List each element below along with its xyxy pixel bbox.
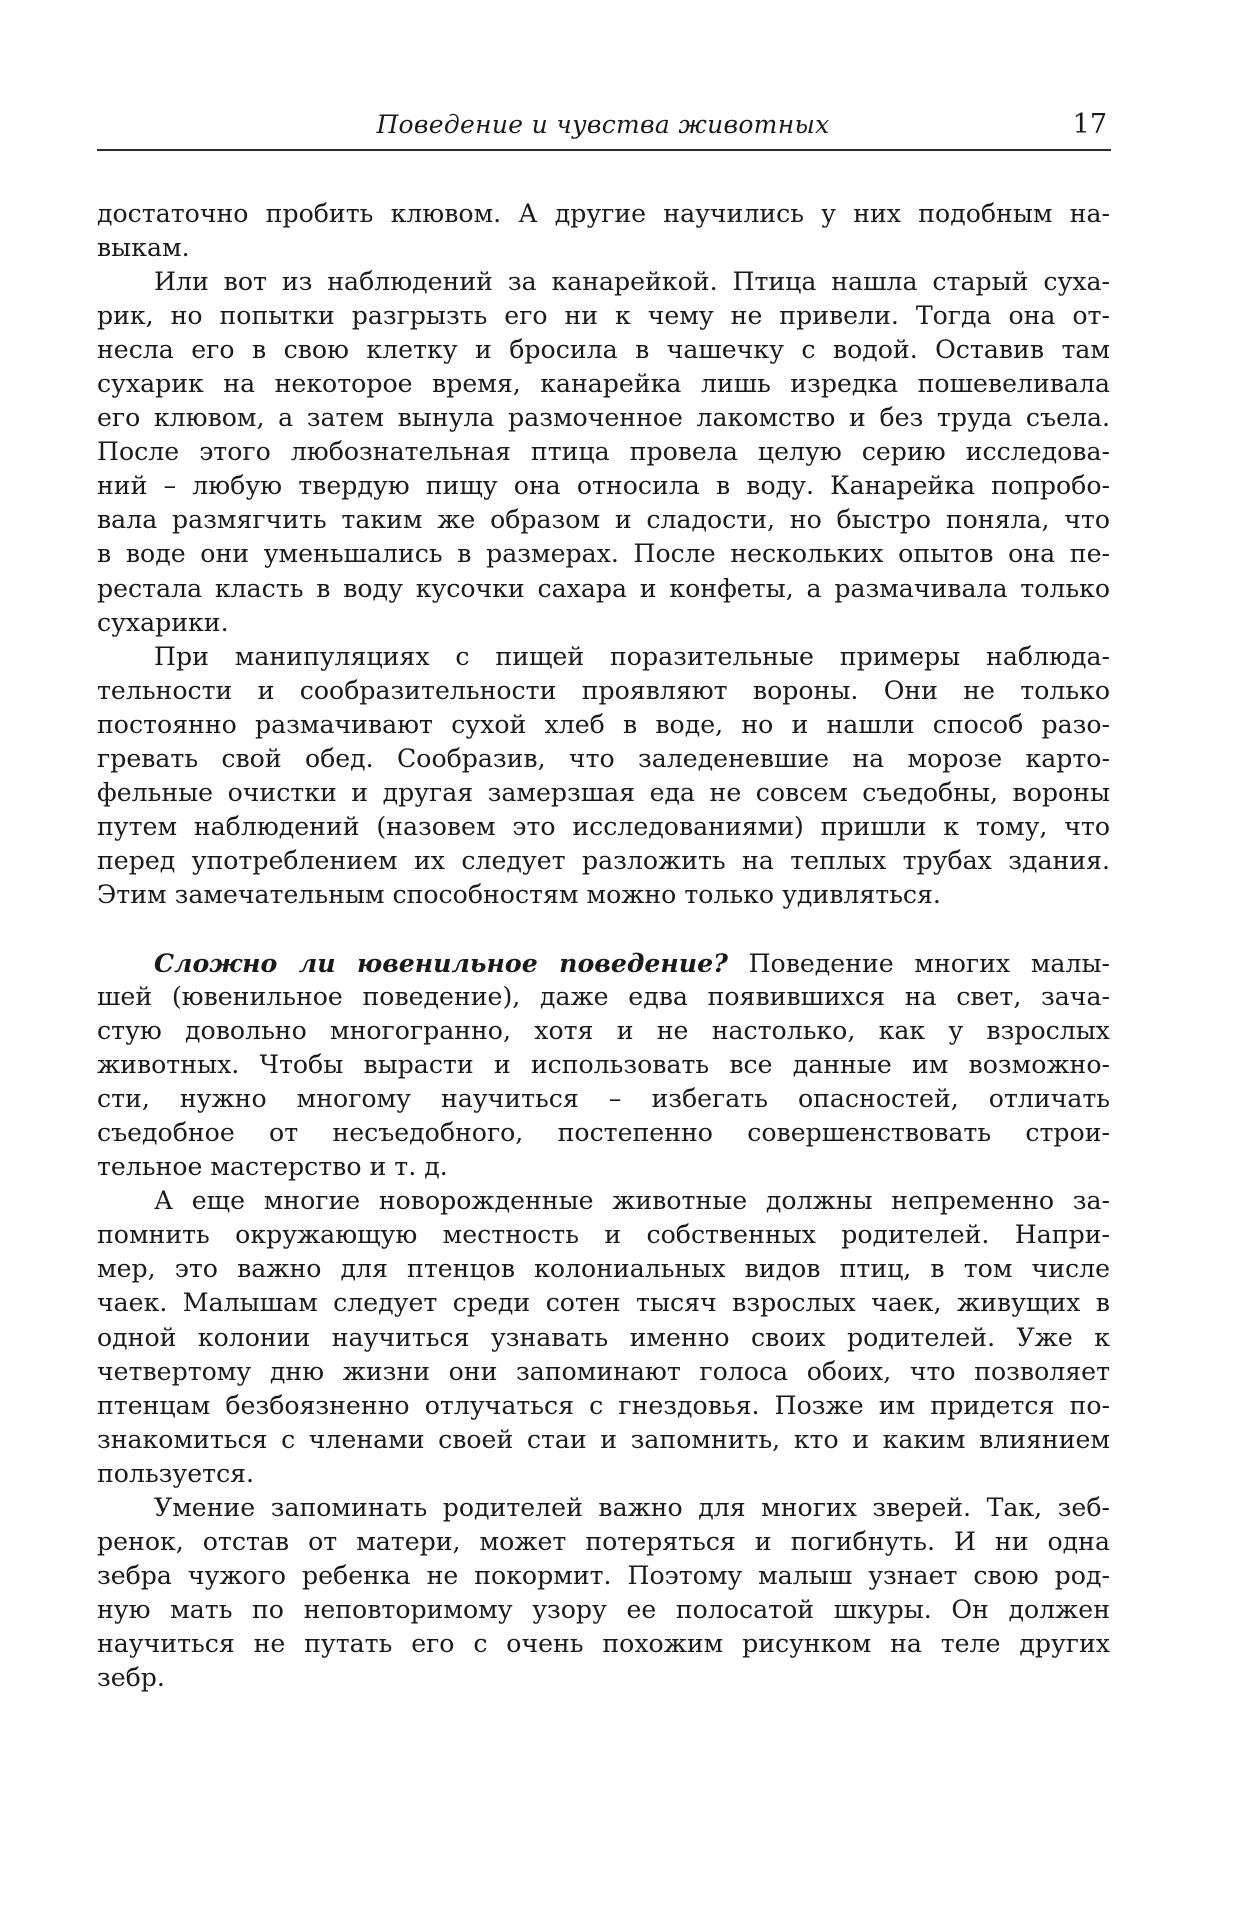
paragraph-5 xyxy=(97,1184,1110,1490)
paragraph-4 xyxy=(97,946,1110,1184)
text-line: гревать свой обед. Сообразив, что заледеневшие на морозе карто- xyxy=(97,743,1110,773)
text-line: А еще многие новорожденные животные должны непременно за- xyxy=(154,1186,1110,1216)
text-line: Умение запоминать родителей важно для многих зверей. Так, зеб- xyxy=(154,1492,1110,1522)
text-line: зебра чужого ребенка не покормит. Поэтому малыш узнает свою род- xyxy=(97,1560,1110,1590)
text-line: в воде они уменьшались в размерах. После нескольких опытов она пе- xyxy=(97,539,1110,569)
text-line: тельное мастерство и т. д. xyxy=(97,1152,448,1182)
text-line: стую довольно многогранно, хотя и не настолько, как у взрослых xyxy=(97,1016,1110,1046)
text-run: Поведение многих малы- xyxy=(748,948,1110,978)
text-line: съедобное от несъедобного, постепенно совершенствовать строи- xyxy=(97,1118,1110,1148)
text-line: птенцам безбоязненно отлучаться с гнездовья. Позже им придется по- xyxy=(97,1390,1110,1420)
text-line: чаек. Малышам следует среди сотен тысяч взрослых чаек, живущих в xyxy=(97,1288,1110,1318)
text-line: животных. Чтобы вырасти и использовать все данные им возможно- xyxy=(97,1050,1110,1080)
text-line: путем наблюдений (назовем это исследованиями) пришли к тому, что xyxy=(97,811,1110,841)
text-line: достаточно пробить клювом. А другие научились у них подобным на- xyxy=(97,199,1110,228)
paragraph-2 xyxy=(97,265,1110,640)
text-line: сти, нужно многому научиться – избегать опасностей, отличать xyxy=(97,1084,1110,1114)
section-heading: Сложно ли ювенильное поведение? xyxy=(154,947,728,978)
text-line: рестала класть в воду кусочки сахара и конфеты, а размачивала только xyxy=(97,573,1110,603)
running-title: Поведение и чувства животных xyxy=(376,110,830,139)
text-line: фельные очистки и другая замерзшая еда не совсем съедобны, вороны xyxy=(97,777,1110,807)
text-line: сухарик на некоторое время, канарейка лишь изредка пошевеливала xyxy=(97,369,1110,399)
text-line: После этого любознательная птица провела целую серию исследова- xyxy=(97,437,1110,467)
text-body xyxy=(97,197,1110,1695)
text-line: мер, это важно для птенцов колониальных видов птиц, в том числе xyxy=(97,1254,1110,1284)
text-line: постоянно размачивают сухой хлеб в воде, но и нашли способ разо- xyxy=(97,709,1110,739)
text-line: пользуется. xyxy=(97,1458,255,1488)
text-line: ний – любую твердую пищу она относила в воду. Канарейка попробо- xyxy=(97,471,1110,501)
text-line: ную мать по неповторимому узору ее полосатой шкуры. Он должен xyxy=(97,1594,1110,1624)
text-line: одной колонии научиться узнавать именно своих родителей. Уже к xyxy=(97,1322,1110,1352)
text-line: выкам. xyxy=(97,233,190,263)
page-number: 17 xyxy=(1072,109,1107,140)
text-line: знакомиться с членами своей стаи и запомнить, кто и каким влиянием xyxy=(97,1424,1110,1454)
text-line: сухарики. xyxy=(97,607,229,637)
text-line: тельности и сообразительности проявляют вороны. Они не только xyxy=(97,675,1110,705)
text-line xyxy=(97,946,1110,980)
text-line: рик, но попытки разгрызть его ни к чему не привели. Тогда она от- xyxy=(97,301,1110,331)
paragraph-6 xyxy=(97,1491,1110,1695)
text-line: вала размягчить таким же образом и сладости, но быстро поняла, что xyxy=(97,505,1110,535)
text-line: перед употреблением их следует разложить на теплых трубах здания. xyxy=(97,845,1110,875)
text-line: шей (ювенильное поведение), даже едва появившихся на свет, зача- xyxy=(97,982,1110,1012)
text-line: Этим замечательным способностям можно только удивляться. xyxy=(97,879,941,909)
running-header xyxy=(97,108,1109,150)
header-rule xyxy=(97,149,1111,151)
paragraph-1 xyxy=(97,197,1110,265)
text-line: четвертому дню жизни они запоминают голоса обоих, что позволяет xyxy=(97,1356,1110,1386)
text-line: помнить окружающую местность и собственных родителей. Напри- xyxy=(97,1220,1110,1250)
text-line: При манипуляциях с пищей поразительные примеры наблюда- xyxy=(154,641,1110,671)
text-line: Или вот из наблюдений за канарейкой. Птица нашла старый суха- xyxy=(154,267,1110,297)
section-gap xyxy=(97,912,1110,946)
paragraph-3 xyxy=(97,640,1110,912)
text-line: его клювом, а затем вынула размоченное лакомство и без труда съела. xyxy=(97,403,1110,433)
text-line: зебр. xyxy=(97,1662,165,1692)
text-line: научиться не путать его с очень похожим рисунком на теле других xyxy=(97,1628,1110,1658)
text-line: ренок, отстав от матери, может потеряться и погибнуть. И ни одна xyxy=(97,1526,1110,1556)
text-line: несла его в свою клетку и бросила в чашечку с водой. Оставив там xyxy=(97,335,1110,365)
